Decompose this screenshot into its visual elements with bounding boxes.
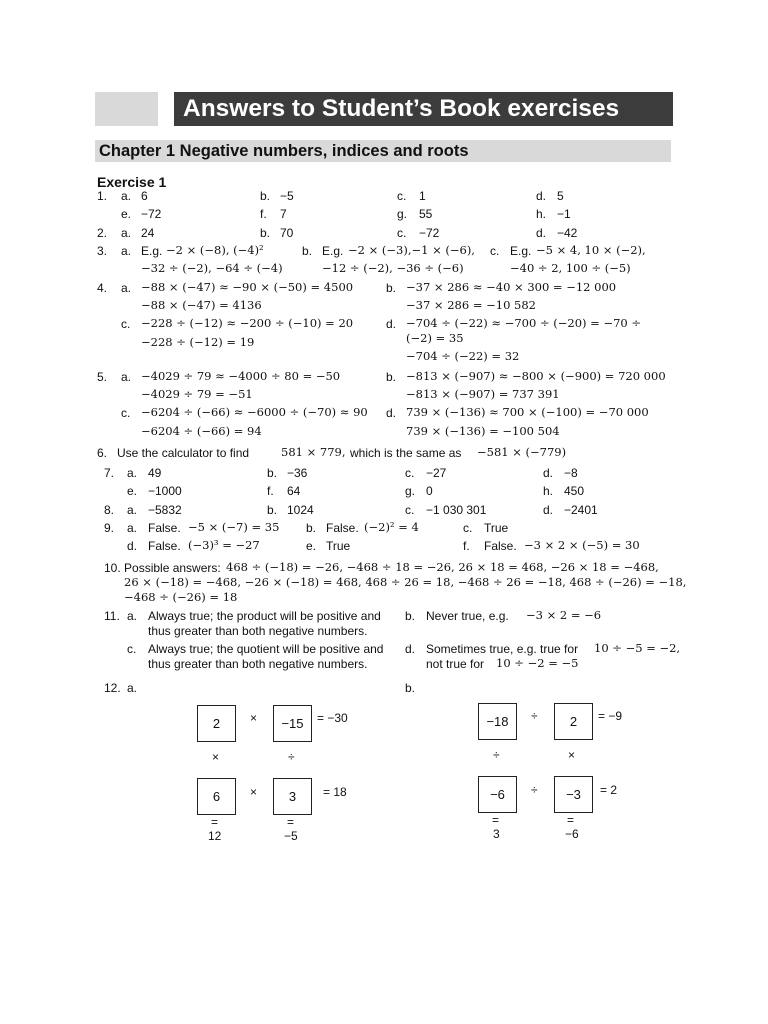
math-expression: −813 × (−907) = 737 391 (406, 387, 560, 401)
math-expression: −40 ÷ 2, 100 ÷ (−5) (510, 261, 631, 275)
puzzle-symbol: = −9 (598, 709, 623, 723)
answer-text: 8. (104, 503, 115, 517)
chapter-title: Chapter 1 Negative numbers, indices and roots (95, 140, 671, 162)
answer-text: d. (386, 406, 397, 420)
puzzle-symbol: = 18 (323, 785, 347, 799)
answer-text: −42 (557, 226, 578, 240)
answer-text: f. (463, 539, 470, 553)
answer-text: 1. (97, 189, 108, 203)
puzzle-box: 6 (197, 778, 236, 815)
math-expression: −228 ÷ (−12) = 19 (141, 335, 255, 349)
puzzle-symbol: ÷ (531, 709, 538, 723)
math-expression: (−2) = 35 (406, 331, 464, 345)
puzzle-box: −18 (478, 703, 517, 740)
answer-text: f. (260, 207, 267, 221)
answer-text: 64 (287, 484, 301, 498)
answer-text: a. (121, 244, 132, 258)
puzzle-symbol: × (212, 750, 220, 764)
math-expression: 26 × (−18) = −468, −26 × (−18) = 468, 468 ÷ 26 = 18, −468 ÷ 26 = −18, 468 ÷ (−26) = −18, (124, 575, 687, 589)
answer-text: 10. Possible answers: (104, 561, 221, 575)
answer-text: −27 (426, 466, 447, 480)
puzzle-symbol: = (211, 815, 219, 829)
answer-text: Sometimes true, e.g. true for (426, 642, 579, 656)
answer-text: d. (536, 189, 547, 203)
math-expression: 739 × (−136) ≈ 700 × (−100) = −70 000 (406, 405, 649, 419)
answer-text: b. (267, 466, 278, 480)
puzzle-box: 2 (197, 705, 236, 742)
puzzle-symbol: ÷ (493, 748, 500, 762)
answer-text: d. (543, 466, 554, 480)
answer-text: False. (148, 521, 181, 535)
answer-text: c. (490, 244, 500, 258)
answer-text: 55 (419, 207, 433, 221)
math-expression: −37 × 286 = −10 582 (406, 298, 536, 312)
puzzle-box: 3 (273, 778, 312, 815)
answer-text: 0 (426, 484, 433, 498)
math-expression: −2 × (−3),−1 × (−6), (348, 243, 475, 257)
answer-text: a. (127, 521, 138, 535)
answer-text: −1 030 301 (426, 503, 487, 517)
math-expression: −704 ÷ (−22) ≈ −700 ÷ (−20) = −70 ÷ (406, 316, 642, 330)
math-expression: −3 × 2 × (−5) = 30 (524, 538, 640, 552)
answer-text: e. (127, 484, 138, 498)
puzzle-symbol: × (250, 785, 258, 799)
answer-text: which is the same as (350, 446, 462, 460)
answer-text: b. (306, 521, 317, 535)
answer-text: d. (405, 642, 416, 656)
answer-text: 70 (280, 226, 294, 240)
math-expression: 739 × (−136) = −100 504 (406, 424, 560, 438)
answer-text: h. (543, 484, 554, 498)
math-expression: −32 ÷ (−2), −64 ÷ (−4) (141, 261, 283, 275)
answer-text: E.g. (510, 244, 532, 258)
math-expression: −6204 ÷ (−66) ≈ −6000 ÷ (−70) ≈ 90 (141, 405, 368, 419)
page-title: Answers to Student’s Book exercises (174, 92, 673, 126)
math-expression: −4029 ÷ 79 ≈ −4000 ÷ 80 = −50 (141, 369, 341, 383)
answer-text: False. (148, 539, 181, 553)
math-expression: 10 ÷ −5 = −2, (594, 641, 681, 655)
answer-text: b. (260, 226, 271, 240)
math-expression: −88 × (−47) = 4136 (141, 298, 262, 312)
answer-text: d. (127, 539, 138, 553)
answer-text: a. (127, 466, 138, 480)
answer-text: b. (405, 609, 416, 623)
answer-text: 1024 (287, 503, 314, 517)
math-expression: (−2)² = 4 (364, 520, 419, 534)
answer-text: −8 (564, 466, 578, 480)
answer-text: Never true, e.g. (426, 609, 509, 623)
puzzle-symbol: × (568, 748, 576, 762)
math-expression: 468 ÷ (−18) = −26, −468 ÷ 18 = −26, 26 × 18 = 468, −26 × 18 = −468, (226, 560, 659, 574)
math-expression: 581 × 779, (281, 445, 346, 459)
puzzle-symbol: = (287, 815, 295, 829)
math-expression: −12 ÷ (−2), −36 ÷ (−6) (322, 261, 464, 275)
puzzle-box: −6 (478, 776, 517, 813)
answer-text: not true for (426, 657, 485, 671)
answer-text: c. (463, 521, 473, 535)
answer-text: True (326, 539, 351, 553)
answer-text: b. (302, 244, 313, 258)
answer-text: c. (405, 503, 415, 517)
answer-text: 9. (104, 521, 115, 535)
puzzle-symbol: ÷ (531, 783, 538, 797)
answer-text: b. (260, 189, 271, 203)
answer-text: a. (121, 281, 132, 295)
answer-text: False. (484, 539, 517, 553)
puzzle-symbol: = (492, 813, 500, 827)
answer-text: a. (121, 370, 132, 384)
answer-text: e. (306, 539, 317, 553)
answer-text: −72 (419, 226, 440, 240)
answer-text: 24 (141, 226, 155, 240)
answer-text: a. (127, 681, 138, 695)
answer-text: e. (121, 207, 132, 221)
answer-text: 7. (104, 466, 115, 480)
answer-text: c. (121, 317, 131, 331)
math-expression: −813 × (−907) ≈ −800 × (−900) = 720 000 (406, 369, 666, 383)
answer-text: 2. (97, 226, 108, 240)
answer-text: thus greater than both negative numbers. (148, 657, 368, 671)
math-expression: −704 ÷ (−22) = 32 (406, 349, 520, 363)
math-expression: −88 × (−47) ≈ −90 × (−50) = 4500 (141, 280, 354, 294)
answer-text: 11. (104, 609, 120, 623)
answer-text: Always true; the quotient will be positive and (148, 642, 384, 656)
answer-text: 1 (419, 189, 426, 203)
answer-text: c. (405, 466, 415, 480)
answer-text: 6. (97, 446, 108, 460)
math-expression: −6204 ÷ (−66) = 94 (141, 424, 262, 438)
answer-text: −36 (287, 466, 308, 480)
answer-text: True (484, 521, 509, 535)
answer-text: b. (267, 503, 278, 517)
answer-text: 4. (97, 281, 108, 295)
answer-text: f. (267, 484, 274, 498)
answer-text: a. (121, 189, 132, 203)
answer-text: 12. (104, 681, 121, 695)
puzzle-box: −3 (554, 776, 593, 813)
answer-text: 5 (557, 189, 564, 203)
answer-text: g. (397, 207, 408, 221)
answer-text: Always true; the product will be positive and (148, 609, 381, 623)
answer-text: −1 (557, 207, 571, 221)
puzzle-symbol: 3 (493, 827, 500, 841)
answer-text: 3. (97, 244, 108, 258)
math-expression: −5 × (−7) = 35 (188, 520, 280, 534)
answer-text: c. (397, 226, 407, 240)
puzzle-symbol: × (250, 711, 258, 725)
answer-text: c. (127, 642, 137, 656)
answer-text: b. (386, 370, 397, 384)
math-expression: 10 ÷ −2 = −5 (496, 656, 579, 670)
math-expression: (−3)³ = −27 (188, 538, 260, 552)
math-expression: −228 ÷ (−12) ≈ −200 ÷ (−10) = 20 (141, 316, 354, 330)
answer-text: −5 (280, 189, 294, 203)
answer-text: −1000 (148, 484, 182, 498)
answer-text: c. (121, 406, 131, 420)
puzzle-symbol: ÷ (288, 750, 295, 764)
answer-text: False. (326, 521, 359, 535)
answer-text: −5832 (148, 503, 182, 517)
answer-text: a. (127, 503, 138, 517)
answer-text: −2401 (564, 503, 598, 517)
puzzle-symbol: 12 (208, 829, 222, 843)
answer-text: E.g. (322, 244, 344, 258)
answer-text: −72 (141, 207, 162, 221)
answer-text: 6 (141, 189, 148, 203)
exercise-heading: Exercise 1 (97, 174, 167, 190)
answer-text: thus greater than both negative numbers. (148, 624, 368, 638)
puzzle-symbol: −5 (284, 829, 298, 843)
answer-text: c. (397, 189, 407, 203)
puzzle-symbol: = −30 (317, 711, 348, 725)
header-left-block (95, 92, 158, 126)
answer-text: d. (543, 503, 554, 517)
answer-text: d. (386, 317, 397, 331)
math-expression: −37 × 286 ≈ −40 × 300 = −12 000 (406, 280, 617, 294)
answer-text: 7 (280, 207, 287, 221)
puzzle-symbol: = (567, 813, 575, 827)
puzzle-symbol: = 2 (600, 783, 618, 797)
math-expression: −5 × 4, 10 × (−2), (536, 243, 646, 257)
answer-text: d. (536, 226, 547, 240)
answer-text: g. (405, 484, 416, 498)
answer-text: b. (386, 281, 397, 295)
answer-text: h. (536, 207, 547, 221)
answer-text: a. (127, 609, 138, 623)
answer-text: 5. (97, 370, 108, 384)
math-expression: −468 ÷ (−26) = 18 (124, 590, 238, 604)
puzzle-box: −15 (273, 705, 312, 742)
puzzle-box: 2 (554, 703, 593, 740)
answer-text: a. (121, 226, 132, 240)
math-expression: −2 × (−8), (−4)² (166, 243, 264, 257)
math-expression: −581 × (−779) (477, 445, 567, 459)
answer-text: 49 (148, 466, 162, 480)
answer-text: Use the calculator to find (117, 446, 250, 460)
answer-text: b. (405, 681, 416, 695)
answer-text: E.g. (141, 244, 163, 258)
puzzle-symbol: −6 (565, 827, 579, 841)
math-expression: −3 × 2 = −6 (526, 608, 602, 622)
answer-text: 450 (564, 484, 585, 498)
math-expression: −4029 ÷ 79 = −51 (141, 387, 253, 401)
